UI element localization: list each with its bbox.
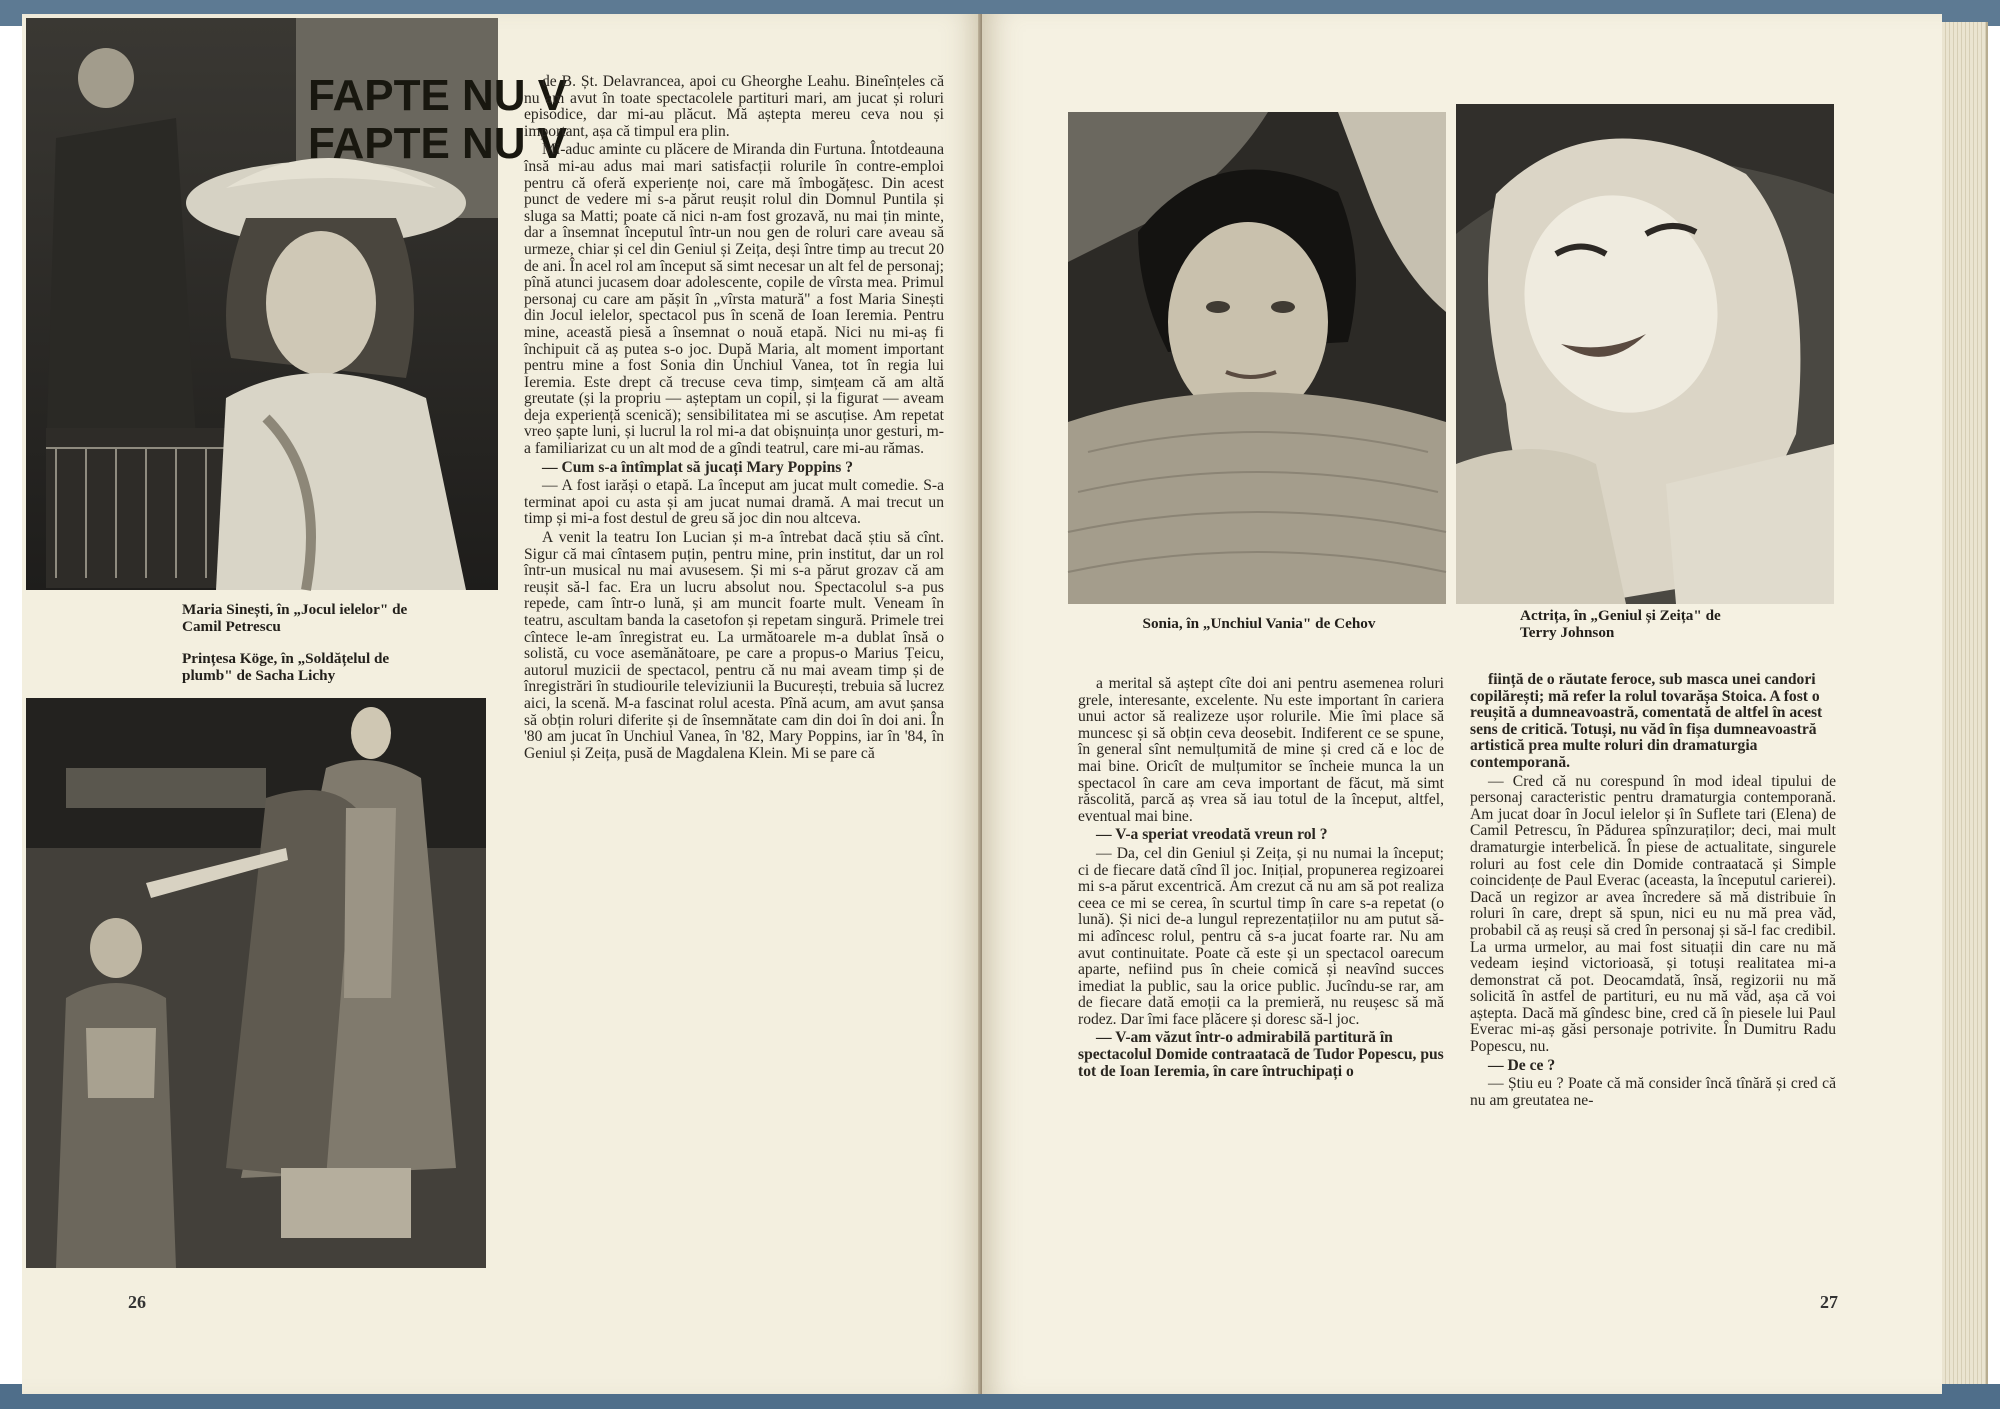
paragraph: — Cred că nu corespund în mod ideal tipului de personaj caracteristic pentru dramaturgia contemporană. Am jucat doar în Jocul ielelor și în Suflete tari (Elena) de Camil Petrescu, în Pădurea spînzuraților; deci, mai mult dramaturgie interbelică. În piese de actualitate, singurele roluri au fost cele din Domide contraatacă și Simple coincidențe de Paul Everac (aceasta, la începutul carierei). Dacă un regizor ar avea încredere să mă distribuie în roluri în care, drept să spun, nici eu nu mă prea văd, probabil că aș reuși să cred în personaj și să-l fac credibil. La urma urmelor, au mai fost situații din care nu mă vedeam ieșind victorioasă, și totuși realitatea mi-a demonstrat că pot. Deocamdată, însă, regizorii nu mă solicită în astfel de partituri, eu nu mă văd, așa că voi aștepta. Dacă mă gîndesc bine, cred că în piesele lui Paul Everac mi-aș găsi personaje potrivite. În Dumitru Radu Popescu, nu.: [1470, 772, 1836, 1056]
page-number-right: 27: [1820, 1292, 1838, 1312]
article-column-left: [524, 74, 944, 764]
interview-question: ființă de o răutate feroce, sub masca unei candori copilărești; mă refer la rolul tovarășa Stoica. A fost o reușită a dumneavoastră, comentată de altfel în acest sens de critică. Totuși, nu văd în fișa dumneavoastră artistică prea multe roluri din dramaturgia contemporană.: [1470, 671, 1823, 771]
article-column-right-1: [1078, 676, 1444, 1082]
interview-question: — V-a speriat vreodată vreun rol ?: [1096, 826, 1328, 844]
paragraph: — A fost iarăși o etapă. La început am jucat mult comedie. S-a terminat apoi cu asta și am jucat numai dramă. A mai trecut un timp și mi-a fost destul de greu să joc din nou altceva.: [524, 477, 944, 528]
paragraph: — Știu eu ? Poate că mă consider încă tînără și cred că nu am greutatea ne-: [1470, 1075, 1836, 1109]
caption-maria-sinesti: Maria Sinești, în „Jocul ielelor" de Camil Petrescu: [182, 601, 408, 635]
paragraph: A venit la teatru Ion Lucian și m-a întrebat dacă știu să cînt. Sigur că mai cîntasem puțin, pentru mine, prin institut, dar un rol într-un musical nu mai avusesem. Și mi s-a părut grozav că am reușit să-l fac. Era un lucru absolut nou. Spectacolul s-a pus repede, cam într-o lună, și am muncit foarte mult. Veneam în teatru, ascultam banda la casetofon și repetam singură. Primele trei cîntece le-am înregistrat eu. La următoarele m-a dublat însă o solistă, cu voce asemănătoare, pe care a propus-o Marius Țeicu, autorul muzicii de spectacol, pentru că nu mai aveam timp și de înregistrări în studiourile televiziunii la București, trebuia să lucrez aici, la scenă. M-a fascinat rolul acesta. Pînă acum, am avut șansa să obțin roluri diferite și de însemnătate cam din doi în doi ani. În '80 am jucat în Unchiul Vanea, în '82, Mary Poppins, iar în '84, în Geniul și Zeița, pusă de Magdalena Klein. Mi se pare că: [524, 529, 944, 762]
poster-text-1: FAPTE NU V: [308, 71, 568, 120]
caption-printesa-koge: Prințesa Köge, în „Soldățelul de plumb" de Sacha Lichy: [182, 650, 390, 684]
page-edges: [1942, 22, 1988, 1384]
paragraph: a merital să aștept cîte doi ani pentru asemenea roluri grele, interesante, excelente. Nu este important în cariera unui actor să realizeze ușor rolurile. Mie îmi place să muncesc și să obțin ceva deosebit. Indiferent ce se spune, în general sînt nemulțumită de mine și cred că e loc de mai bine. Oricît de mulțumitor se încheie munca la un spectacol în care am ceva important de făcut, mă simt răscolită, parcă aș vrea să iau totul de la început, altfel, eventual mai bine.: [1078, 675, 1444, 825]
actress-hat-photo: [26, 18, 568, 590]
page-number-left: 26: [128, 1292, 146, 1312]
caption-sonia: Sonia, în „Unchiul Vania" de Cehov: [1142, 615, 1376, 632]
paragraph: — Da, cel din Geniul și Zeița, și nu numai la început; ci de fiecare dată cînd îl joc. Inițial, propunerea regizoarei mi s-a părut excentrică. Am crezut că nu am să pot realiza ceea ce mi se cerea, în scurtul timp în care s-a repetat (o lună). Și nici de-a lungul reprezentațiilor nu am putut să-mi adîncesc rolul, pentru că s-a jucat foarte rar. Nu am avut continuitate. Poate că este și un spectacol oarecum aparte, nefiind pus în cheie comică și neavînd succes imediat la public, sau la orice public. Jucîndu-se rar, am de fiecare dată emoții ca la premieră, nu reușesc să mă rodez. Dar îmi face plăcere și doresc să-l joc.: [1078, 844, 1444, 1028]
paragraph: de B. Șt. Delavrancea, apoi cu Gheorghe Leahu. Bineînțeles că nu am avut în toate spectacolele partituri mari, am jucat și roluri episodice, dar mi-au plăcut. Mă aștepta mereu ceva nou și important, așa că timpul era plin.: [524, 73, 944, 140]
stage-scene-photo: [26, 698, 486, 1268]
blonde-actress-photo: [1456, 104, 1834, 604]
paragraph: Mi-aduc aminte cu plăcere de Miranda din Furtuna. Întotdeauna însă mi-au adus mai mari satisfacții rolurile în contre-emploi pentru că oferă experiențe noi, care mă îmbogățesc. Din acest punct de vedere mi s-a părut reușit rolul din Domnul Puntila și sluga sa Matti; poate că nici n-am fost grozavă, nu mai țin minte, dar a însemnat începutul într-un nou gen de roluri care aveau să urmeze, chiar și cel din Geniul și Zeița, deși între timp au trecut 20 de ani. În acel rol am început să simt necesar un alt fel de personaj; pînă atunci jucasem doar adolescente, copile de vîrsta mea. Primul personaj cu care am pășit în „vîrsta matură" a fost Maria Sinești din Jocul ielelor, spectacol pus în scenă de Ioan Ieremia. Pentru mine, această piesă a însemnat o nouă etapă. Nici nu mi-aș fi închipuit că aș putea s-o joc. După Maria, alt moment important pentru mine a fost Sonia din Unchiul Vanea, tot în regia lui Ieremia. Este drept că trecuse ceva timp, simțeam că am altă greutate (și la propriu — așteptam un copil, și la figurat — aveam deja experiență scenică); sensibilitatea mi se ascuțise. Am repetat vreo șapte luni, și lucrul la rol mi-a dat obișnuința unor gesturi, m-a familiarizat cu un alt mod de a gîndi teatrul, care mi-au rămas.: [524, 141, 944, 458]
actress-portrait-photo: [1068, 112, 1446, 604]
interview-question: — De ce ?: [1488, 1056, 1556, 1074]
interview-question: — V-am văzut într-o admirabilă partitură în spectacolul Domide contraatacă de Tudor Popescu, pus tot de Ioan Ieremia, în care întruchipați o: [1078, 1029, 1444, 1080]
caption-actrita: Actrița, în „Geniul și Zeița" de Terry Johnson: [1520, 607, 1721, 641]
poster-text-2: FAPTE NU V: [308, 119, 568, 168]
interview-question: — Cum s-a întîmplat să jucați Mary Poppins ?: [542, 458, 854, 476]
article-column-right-2: [1470, 672, 1836, 1111]
